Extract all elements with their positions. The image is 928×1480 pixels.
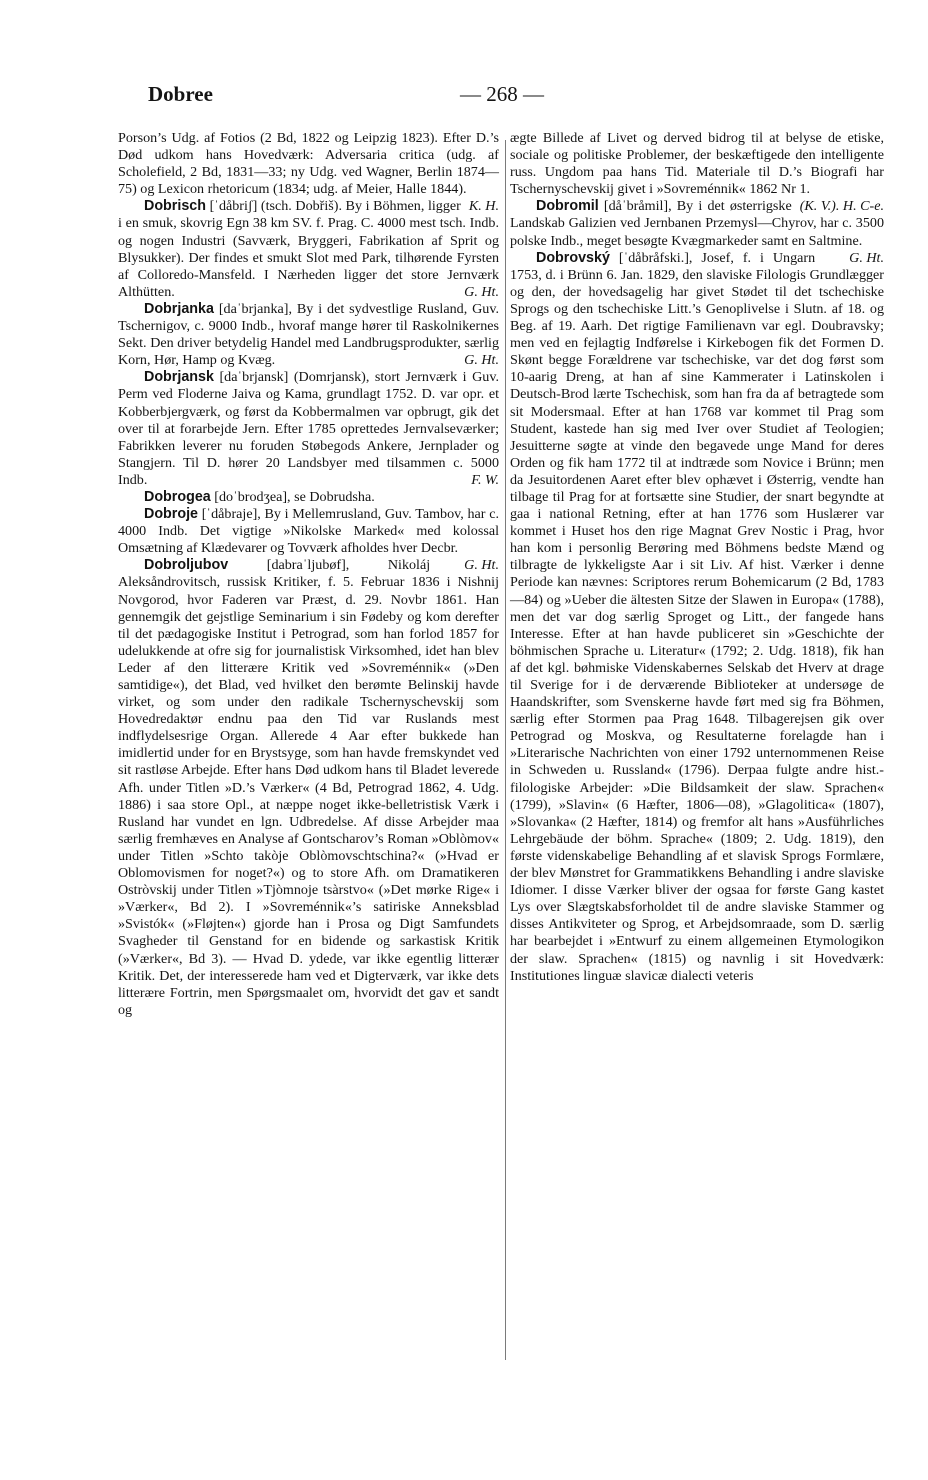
dictionary-entry — [118, 369, 499, 489]
entry-headword: Dobroljubov — [144, 557, 229, 574]
dictionary-entry — [510, 250, 884, 985]
dictionary-entry — [118, 557, 499, 1019]
entry-headword: Dobrovský — [536, 249, 610, 266]
entry-headword: Dobrjansk — [144, 369, 214, 386]
dictionary-entry — [118, 489, 499, 506]
dictionary-entry — [118, 301, 499, 369]
left-column — [118, 130, 499, 1019]
running-header — [148, 82, 848, 116]
entry-text: [dåˈbråmil], By i det østerrigske Landskab Galizien ved Jernbanen Przemysl—Chyrov, har c. 3500 polske Indb., meget besøgte Kvægmarkeder samt en Saltmine. — [510, 198, 884, 249]
author-signature: (K. V.). H. C-e. — [799, 198, 884, 215]
entry-text: [ˈdåbraje], By i Mellemrusland, Guv. Tambov, har c. 4000 Indb. Det vigtige »Nikolske Marked« med kolossal Omsætning af Klædevarer og Tovværk afholdes hver Decbr. — [118, 506, 499, 557]
author-signature: G. Ht. — [464, 283, 499, 300]
entry-text: [doˈbrodʒea], se Dobrudsha. — [214, 488, 375, 505]
author-signature: G. Ht. — [464, 557, 499, 574]
entry-text: [ˈdåbråfski.], Josef, f. i Ungarn 1753, d. i Brünn 6. Jan. 1829, den slaviske Filologis Grundlægger og den, der hovedsagelig har givet Stødet til det tschechiske Sprogs og den tschechiske Litt.’s Genoplivelse i Slutn. af 18. og Beg. af 19. Aarh. Det rigtige Familienavn var egl. Doubravsky; men ved en fejlagtig Indførelse i Kirkebogen fik det Formen D. Skønt begge Forældrene var tschechiske, var det dog først som 10-aarig Dreng, at han af sine Kammerater i Latinskolen i Deutsch-Brod lærte Tschechisk, som han fra da af betragtede som sit Modersmaal. Efter at han 1768 var kommet til Prag som Student, kastede han sig med Iver over Studiet af Teologien; Jesuitterne søgte at vinde den begavede unge Mand for deres Orden og fik ham 1772 til at indtræde som Novice i Brünn; men da Jesuitordenen Aaret efter blev ophævet i Østerrig, vendte han tilbage til Prag for at fortsætte sine Studier, der snart begyndte at gaa i national Retning, efter at han 1776 som Huslærer var kommet i Huset hos den rige Magnat Grev Nostic i Prag, hvor han kom i personlig Berøring med Böhmens bedste Mænd og tilbragte de lykkeligste Aar i sit Liv. Af hist. Værker i denne Periode kan nævnes: Scriptores rerum Bohemicarum (2 Bd, 1783—84) og »Ueber die ältesten Sitze der Slawen in Europa« (1788), men det var dog særlig Sproget og Litt., der fangede hans Interesse. Efter at han havde publiceret sin »Geschichte der böhmischen Sprache u. Literatur« (1792; 2. Udg. 1818), fik han af det kgl. bøhmiske Videnskabernes Selskab det Hverv at drage til Sverige for i de derværende Biblioteker at undersøge de Haandskrifter, som Svenskerne havde ført med sig fra Böhmen, særlig efter Stormen paa Prag 1648. Tilbagerejsen gik over Petrograd og Moskva, og Resultaterne forelagde han i »Literarische Nachrichten von einer 1792 unternommenen Reise in Schweden u. Russland« (1796). Derpaa fulgte andre hist.-filologiske Arbejder: »Die Bildsamkeit der slaw. Sprachen« (1799), »Slavin« (6 Hæfter, 1806—08), »Glagolitica« (1807), »Slovanka« (2 Hæfter, 1814) og fremfor alt hans »Ausführliches Lehrgebäude der böhm. Sprache« (1809; 2. Udg. 1819), den første videnskabelige Behandling af et slavisk Sprogs Formlære, der blev Mønstret for Grammatikkens Behandling i andre slaviske Idiomer. I disse Værker bliver der ogsaa for første Gang kastet Lys over Slægtskabsforholdet til de andre slaviske Stammer og disses Antikviteter og Sprog, et Arbejdsomraade, som D. særlig har bearbejdet i »Entwurf zu einem allgemeinen Etymologikon der slaw. Sprachen« (1815) og navnlig i sit Hovedværk: Institutiones linguæ slavicæ dialecti veteris — [510, 249, 884, 984]
author-signature: G. Ht. — [464, 352, 499, 369]
entry-headword: Dobromil — [536, 198, 599, 215]
entry-headword: Dobrjanka — [144, 300, 214, 317]
entry-headword: Dobrisch — [144, 198, 206, 215]
entry-headword: Dobrogea — [144, 488, 211, 505]
column-divider — [505, 140, 506, 1360]
entry-text: [ˈdåbriʃ] (tsch. Dobřiš). By i Böhmen, ligger i en smuk, skovrig Egn 38 km SV. f. Prag. C. 4000 mest tsch. Indb. og nogen Industri (Savværk, Bryggeri, Fabrikation af Sprit og Blysukker). Der findes et smukt Slot med Park, tilhørende Fyrsten af Colloredo-Mansfeld. I Nærheden ligger det store Jernværk Althütten. — [118, 198, 499, 300]
entry-text: Porson’s Udg. af Fotios (2 Bd, 1822 og Leipzig 1823). Efter D.’s Død udkom hans Hovedværk: Adversaria critica (udg. af Scholefield, 2 Bd, 1831—33; ny Udg. ved Wagner, Berlin 1874—75) og Lexicon rhetoricum (1834; udg. af Meier, Halle 1844). — [118, 130, 499, 198]
entry-headword: Dobroje — [144, 506, 199, 523]
entry-text: [dabraˈljubøf], Nikoláj Aleksåndrovitsch, russisk Kritiker, f. 5. Februar 1836 i Nishnij Novgorod, hvor Faderen var Præst, d. 29. Novbr 1861. Han gennemgik det gejstlige Seminarium i sin Fødeby og kom derefter til det pædagogiske Institut i Petrograd, som han forlod 1857 for udelukkende at ofre sig for journalistisk Virksomhed, idet han blev Leder af den litterære Kritik ved »Sovreménnik« (»Den samtidige«), det Blad, ved hvilket den berømte Belinskij havde virket, og som under den radikale Tschernyschevskij som Hovedredaktør endnu paa den Tid var Ruslands mest indflydelsesrige Organ. Allerede 4 Aar efter bukkede han imidlertid under for en Brystsyge, som han havde fremskyndet ved sit rastløse Arbejde. Efter hans Død udkom hans til Bladet leverede Afh. under Titlen »D.’s Værker« (4 Bd, Petrograd 1862, 4. Udg. 1886) i saa store Opl., at næppe noget ikke-belletristisk Værk i Rusland har vundet en lgn. Udbredelse. Af disse Arbejder maa særlig fremhæves en Analyse af Gontscharov’s Roman »Oblòmov« under Titlen »Schto takòje Oblòmovschtschina?« (»Hvad er Oblomovismen for noget?«) og to store Afh. om Dramatikeren Ostròvskij under Titlen »Tjòmnoje tsàrstvo« (»Det mørke Rige« i »Værker«, Bd 2). I »Sovreménnik«’s satiriske Anneksblad »Svistók« (»Fløjten«) gjorde han i Prosa og Digt Samfundets Svagheder til Genstand for en bidende og sarkastisk Kritik (»Værker«, Bd 3). — Hvad D. ydede, var ikke egentlig litterær Kritik. Det, der interesserede ham ved et Digterværk, var ikke dets litterære Fortrin, men Spørgsmaalet om, hvorvidt det gav et sandt og — [118, 557, 499, 1018]
page-number: — 268 — — [460, 82, 544, 106]
running-head: Dobree — [148, 82, 213, 106]
author-signature: G. Ht. — [849, 249, 884, 266]
dictionary-entry — [118, 198, 499, 301]
entry-text: [daˈbrjansk] (Domrjansk), stort Jernværk i Guv. Perm ved Floderne Jaiva og Kama, grundlagt 1752. D. var opr. et Kobberbjergværk, og først da Kobbermalmen var opbrugt, gik det over til at forarbejde Jern. Efter 1785 oprettedes Jernvalseværker; Fabrikken leverer nu foruden Støbegods Ankere, Jernplader og Stangjern. Til D. hører 20 Landsbyer med tilsammen c. 5000 Indb. — [118, 369, 499, 488]
right-column — [510, 130, 884, 985]
entry-text: ægte Billede af Livet og derved bidrog til at belyse de etiske, sociale og politiske Problemer, der beskæftigede den intelligente russ. Ungdom paa hans Tid. Materiale til D.’s Biografi har Tschernyschevskij givet i »Sovreménnik« 1862 Nr 1. — [510, 130, 884, 198]
author-signature: K. H. — [468, 198, 499, 215]
author-signature: F. W. — [471, 471, 499, 488]
entry-text: [daˈbrjanka], By i det sydvestlige Rusland, Guv. Tschernigov, c. 9000 Indb., hvoraf mange hører til Raskolnikernes Sekt. Den driver betydelig Handel med Landbrugsprodukter, særlig Korn, Hør, Hamp og Kvæg. — [118, 300, 499, 369]
